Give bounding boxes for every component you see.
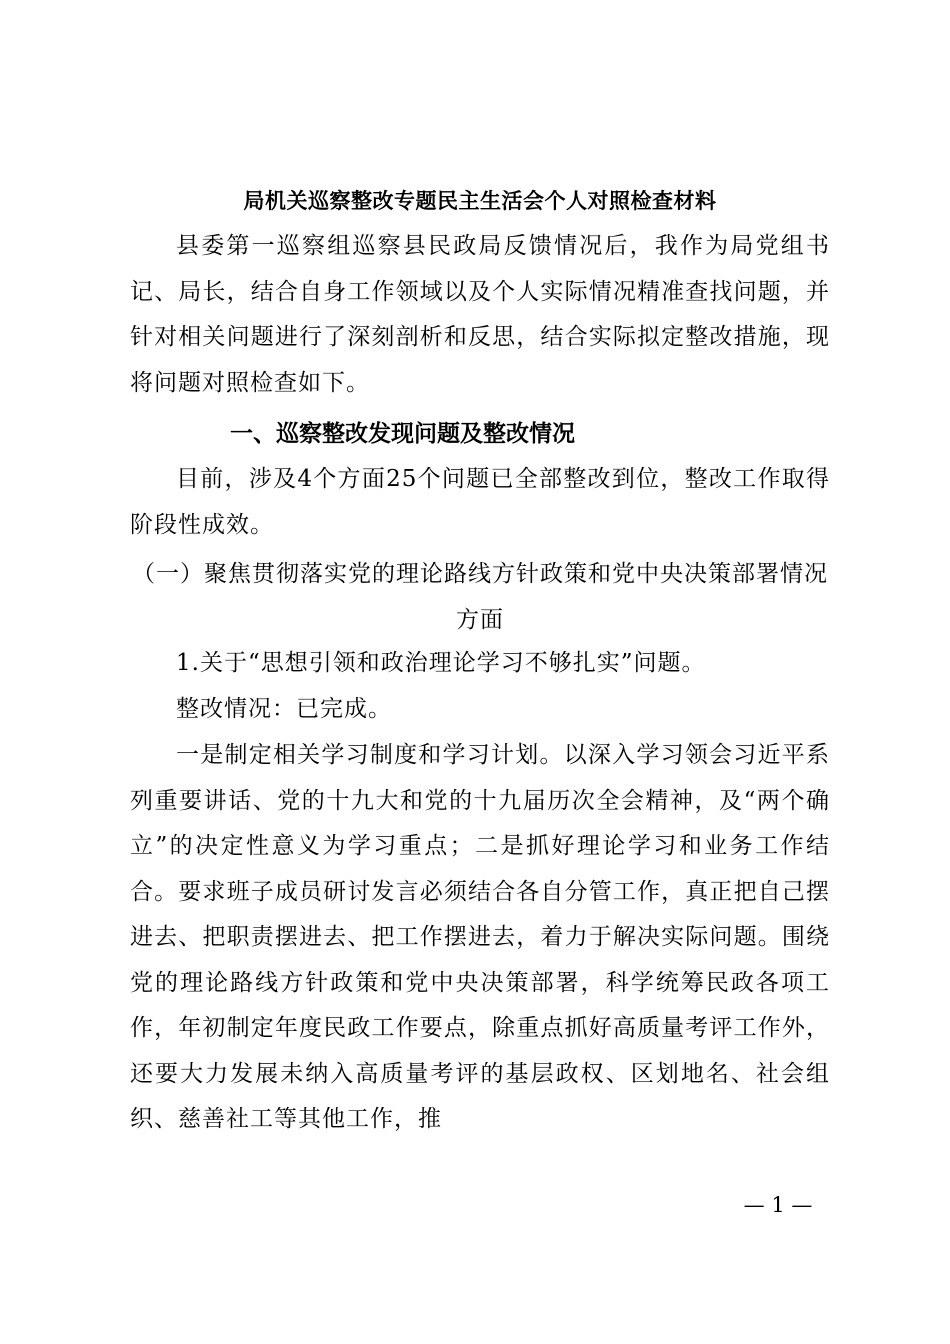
item-title: 1.关于“思想引领和政治理论学习不够扎实”问题。 (176, 650, 706, 676)
page-number: — 1 — (743, 1193, 813, 1217)
section-status-paragraph: 目前，涉及4个方面25个问题已全部整改到位，整改工作取得阶段性成效。 (130, 466, 830, 538)
intro-paragraph: 县委第一巡察组巡察县民政局反馈情况后，我作为局党组书记、局长，结合自身工作领域以及个人实际情况精准查找问题，并针对相关问题进行了深刻剖析和反思，结合实际拟定整改措施，现将问题对照检查如下。 (130, 233, 830, 396)
subsection-heading: （一）聚焦贯彻落实党的理论路线方针政策和党中央决策部署情况方面 (132, 561, 828, 633)
section-heading: 一、巡察整改发现问题及整改情况 (230, 420, 575, 447)
document-title: 局机关巡察整改专题民主生活会个人对照检查材料 (243, 188, 717, 213)
item-status: 整改情况：已完成。 (176, 696, 392, 722)
item-body-paragraph: 一是制定相关学习制度和学习计划。以深入学习领会习近平系列重要讲话、党的十九大和党的十九届历次全会精神，及“两个确立”的决定性意义为学习重点；二是抓好理论学习和业务工作结合。要求班子成员研讨发言必须结合各自分管工作，真正把自己摆进去、把职责摆进去、把工作摆进去，着力于解决实际问题。围绕党的理论路线方针政策和党中央决策部署，科学统筹民政各项工作，年初制定年度民政工作要点，除重点抓好高质量考评工作外，还要大力发展未纳入高质量考评的基层政权、区划地名、社会组织、慈善社工等其他工作，推 (130, 742, 830, 1132)
